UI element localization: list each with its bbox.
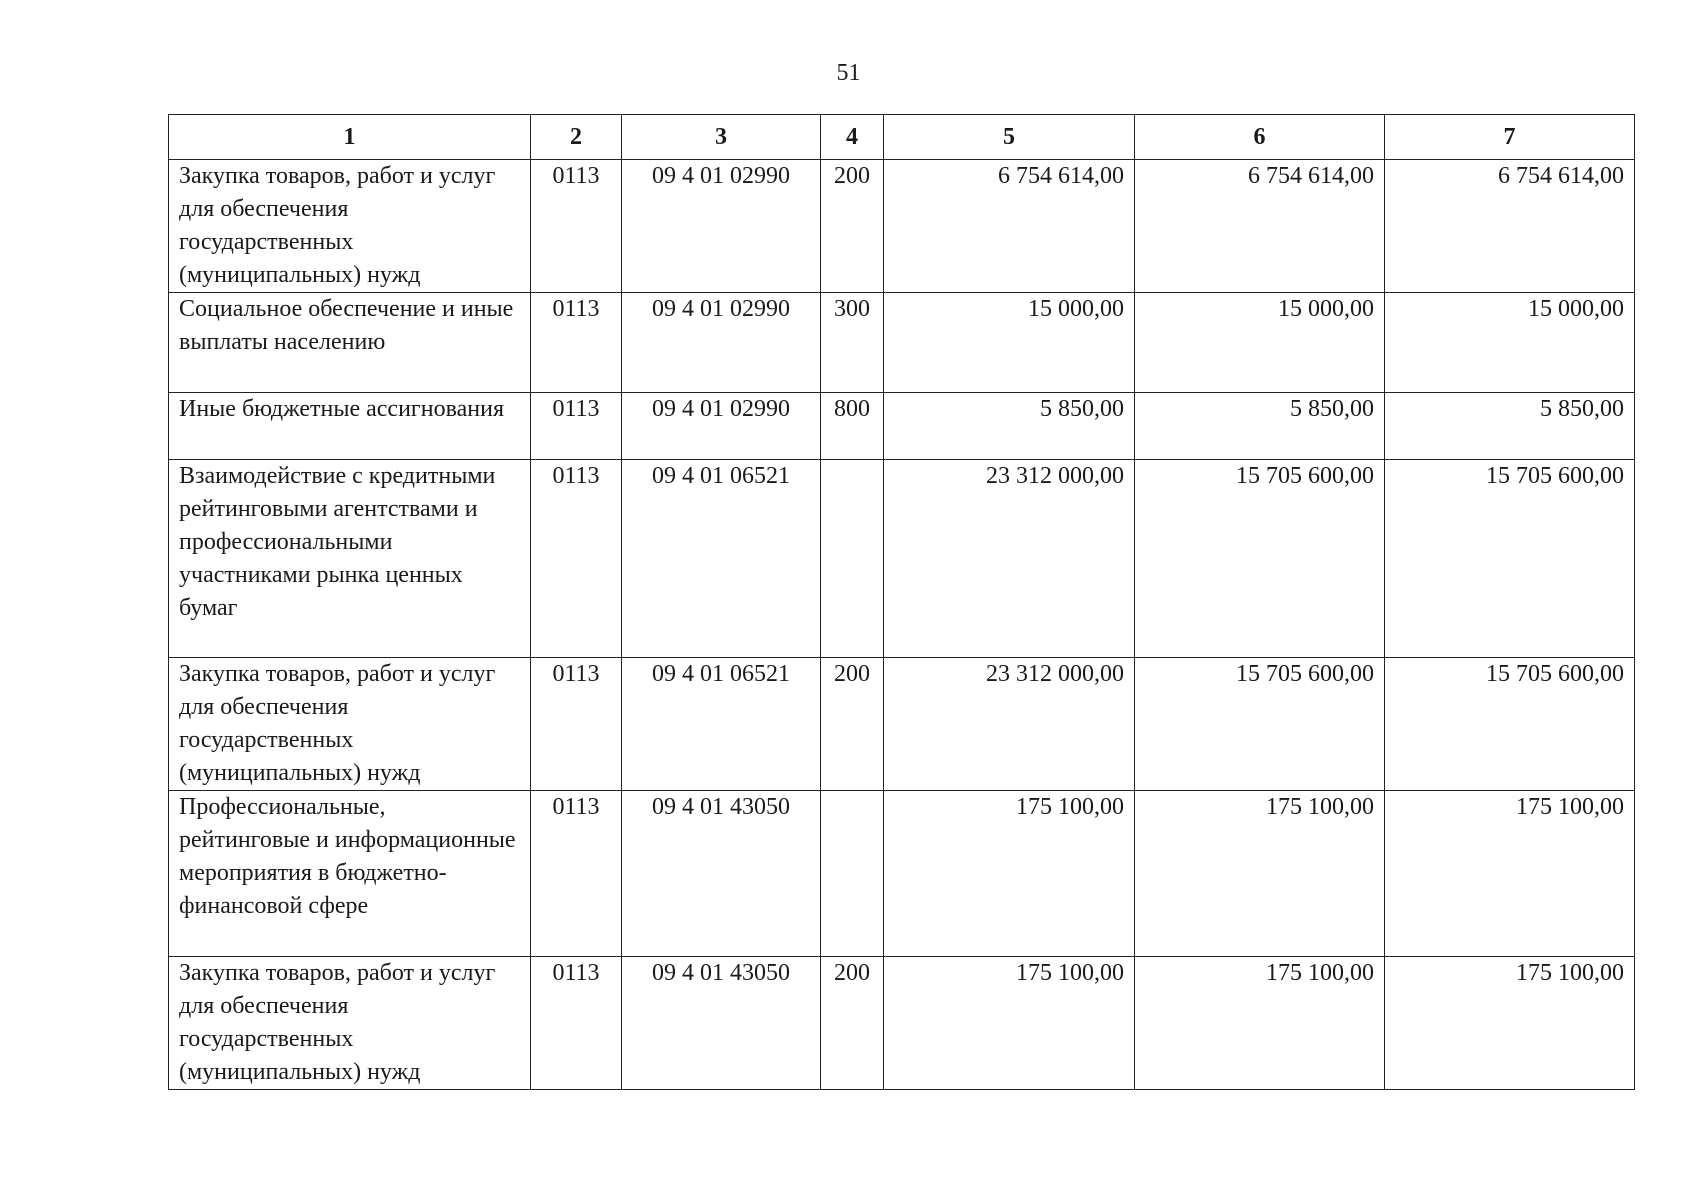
section-code: 0113 xyxy=(531,460,622,658)
column-header: 6 xyxy=(1135,115,1385,160)
amount-col6: 15 000,00 xyxy=(1135,293,1385,393)
amount-col6: 5 850,00 xyxy=(1135,393,1385,460)
target-code: 09 4 01 02990 xyxy=(622,393,821,460)
amount-col5: 175 100,00 xyxy=(884,791,1135,957)
section-code: 0113 xyxy=(531,160,622,293)
page-number: 51 xyxy=(836,60,861,86)
table-row xyxy=(169,160,1635,293)
amount-col7: 5 850,00 xyxy=(1385,393,1635,460)
expense-type: 200 xyxy=(821,957,884,1090)
amount-col6: 15 705 600,00 xyxy=(1135,460,1385,658)
target-code: 09 4 01 06521 xyxy=(622,658,821,791)
target-code: 09 4 01 43050 xyxy=(622,791,821,957)
amount-col5: 175 100,00 xyxy=(884,957,1135,1090)
expense-type: 200 xyxy=(821,160,884,293)
row-name: Взаимодействие с кредитными рейтинговыми агентствами и профессиональными участниками рынка ценных бумаг xyxy=(169,460,531,658)
row-name: Закупка товаров, работ и услуг для обеспечения государственных (муниципальных) нужд xyxy=(169,658,531,791)
expense-type: 300 xyxy=(821,293,884,393)
expense-type: 800 xyxy=(821,393,884,460)
header-row xyxy=(169,115,1635,160)
table-row xyxy=(169,791,1635,957)
amount-col6: 6 754 614,00 xyxy=(1135,160,1385,293)
amount-col7: 15 705 600,00 xyxy=(1385,658,1635,791)
row-name: Закупка товаров, работ и услуг для обеспечения государственных (муниципальных) нужд xyxy=(169,160,531,293)
expense-type xyxy=(821,460,884,658)
amount-col5: 15 000,00 xyxy=(884,293,1135,393)
target-code: 09 4 01 02990 xyxy=(622,160,821,293)
amount-col7: 175 100,00 xyxy=(1385,957,1635,1090)
section-code: 0113 xyxy=(531,957,622,1090)
column-header: 4 xyxy=(821,115,884,160)
column-header: 2 xyxy=(531,115,622,160)
amount-col5: 23 312 000,00 xyxy=(884,460,1135,658)
target-code: 09 4 01 06521 xyxy=(622,460,821,658)
section-code: 0113 xyxy=(531,293,622,393)
budget-table xyxy=(168,114,1635,1090)
amount-col7: 15 705 600,00 xyxy=(1385,460,1635,658)
amount-col7: 175 100,00 xyxy=(1385,791,1635,957)
column-header: 5 xyxy=(884,115,1135,160)
amount-col5: 6 754 614,00 xyxy=(884,160,1135,293)
amount-col7: 6 754 614,00 xyxy=(1385,160,1635,293)
column-header: 1 xyxy=(169,115,531,160)
amount-col5: 5 850,00 xyxy=(884,393,1135,460)
row-name: Социальное обеспечение и иные выплаты населению xyxy=(169,293,531,393)
target-code: 09 4 01 43050 xyxy=(622,957,821,1090)
row-name: Профессиональные, рейтинговые и информационные мероприятия в бюджетно-финансовой сфере xyxy=(169,791,531,957)
column-header: 7 xyxy=(1385,115,1635,160)
amount-col6: 15 705 600,00 xyxy=(1135,658,1385,791)
table-row xyxy=(169,957,1635,1090)
table-row xyxy=(169,658,1635,791)
amount-col6: 175 100,00 xyxy=(1135,957,1385,1090)
table-row xyxy=(169,460,1635,658)
row-name: Иные бюджетные ассигнования xyxy=(169,393,531,460)
expense-type: 200 xyxy=(821,658,884,791)
table-row xyxy=(169,393,1635,460)
section-code: 0113 xyxy=(531,791,622,957)
amount-col7: 15 000,00 xyxy=(1385,293,1635,393)
section-code: 0113 xyxy=(531,658,622,791)
section-code: 0113 xyxy=(531,393,622,460)
column-header: 3 xyxy=(622,115,821,160)
table-row xyxy=(169,293,1635,393)
expense-type xyxy=(821,791,884,957)
amount-col6: 175 100,00 xyxy=(1135,791,1385,957)
amount-col5: 23 312 000,00 xyxy=(884,658,1135,791)
target-code: 09 4 01 02990 xyxy=(622,293,821,393)
row-name: Закупка товаров, работ и услуг для обеспечения государственных (муниципальных) нужд xyxy=(169,957,531,1090)
